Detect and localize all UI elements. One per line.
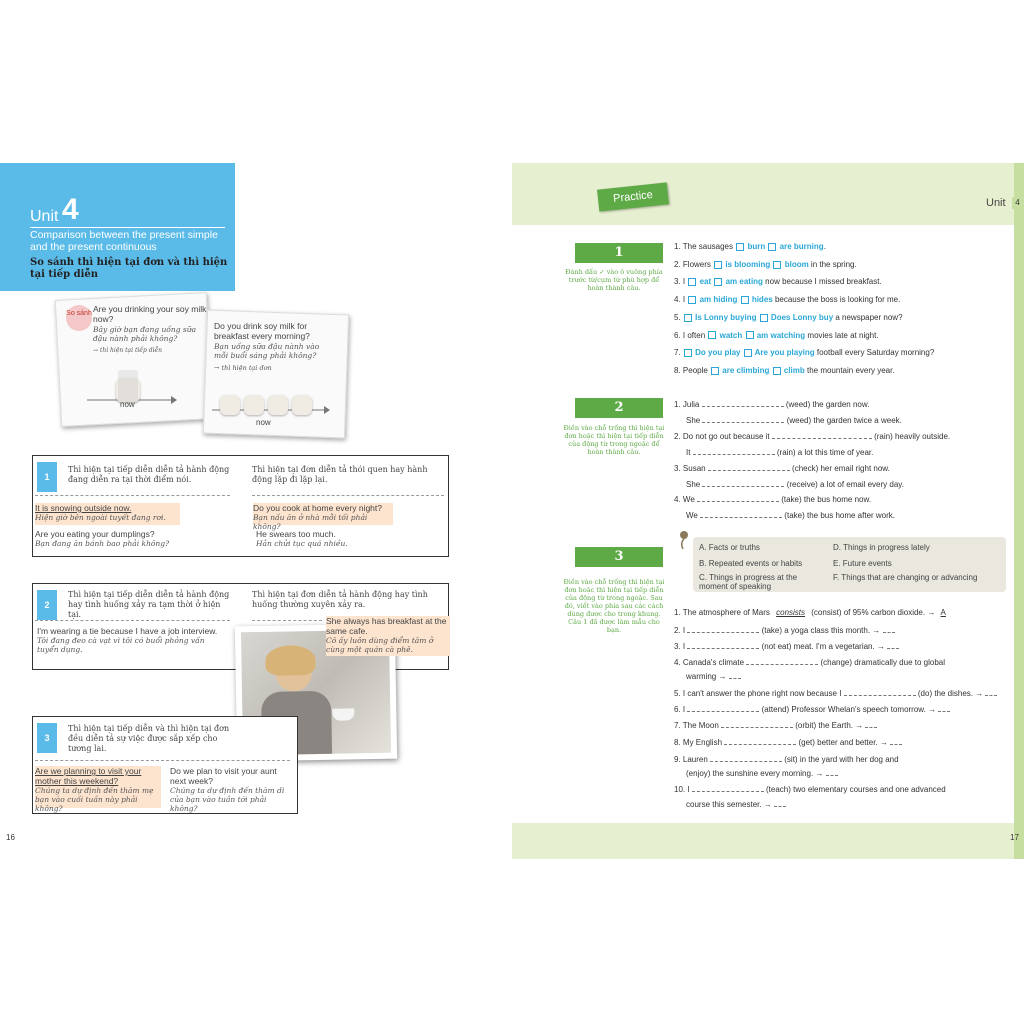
checkbox-option-a[interactable] [711, 367, 719, 375]
example-english: I'm wearing a tie because I have a job interview. [37, 626, 218, 636]
now-label-1: now [120, 400, 135, 409]
legend-b: B. Repeated events or habits [699, 559, 803, 568]
option-b-label: bloom [782, 259, 809, 269]
answer-blank[interactable] [708, 462, 790, 471]
checkbox-option-b[interactable] [760, 314, 768, 322]
example-vietnamese: Cô ấy luôn dùng điểm tâm ở cùng một quán cà phê. [326, 636, 434, 654]
item-text: (receive) a lot of email every day. [784, 479, 904, 489]
item-number: 4. [674, 658, 683, 667]
rule1-example-1 [35, 503, 180, 525]
example-english: Are we planning to visit your mother this weekend? [35, 766, 142, 786]
top-band [512, 163, 1024, 225]
example-vietnamese: Chúng ta dự định đến thăm mẹ bạn vào cuối tuần này phải không? [35, 786, 154, 813]
practice-tab: Practice [597, 182, 669, 211]
usage-blank[interactable] [985, 687, 997, 696]
item-number: 1. [674, 242, 683, 251]
item-text: (sit) in the yard with her dog and [782, 755, 899, 764]
example-english: She always has breakfast at the same cafe. [326, 616, 447, 636]
q2-note: → thì hiện tại đơn [214, 364, 272, 372]
item-number: 8. [674, 738, 683, 747]
item-text: (get) better and better. → [796, 738, 891, 747]
divider [35, 495, 230, 496]
item-text: (consist) of 95% carbon dioxide. → [809, 608, 938, 617]
checkbox-option-b[interactable] [773, 367, 781, 375]
item-text: Canada's climate [682, 658, 747, 667]
section-2-instructions: Điền vào chỗ trống thì hiện tại đơn hoặc thì hiện tại tiếp diễn của động từ trong ngoặc để hoàn thành câu. [563, 424, 665, 456]
item-text: (check) her email right now. [789, 463, 890, 473]
q1-vietnamese: Bây giờ bạn đang uống sữa đậu nành phải không? [93, 325, 197, 343]
item-number: 10. [674, 785, 688, 794]
item-number: 3. [674, 277, 683, 287]
item-text: (take) a yoga class this month. → [759, 626, 883, 635]
rule3-desc: Thì hiện tại tiếp diễn và thì hiện tại đơn đều diễn tả sự việc được sắp xếp cho tương lai. [68, 724, 230, 753]
answer-blank[interactable] [844, 687, 916, 696]
checkbox-option-b[interactable] [746, 331, 754, 339]
item-text: . [823, 242, 826, 251]
checkbox-option-b[interactable] [768, 243, 776, 251]
item-text: The sausages [682, 242, 736, 251]
exercise-1-row [674, 313, 903, 323]
item-text: (take) the bus home after work. [782, 511, 896, 521]
item-number: 3. [674, 463, 683, 473]
exercise-3-row [674, 798, 786, 810]
divider [252, 620, 322, 621]
option-a-label: burn [745, 242, 768, 251]
item-text: Susan [682, 463, 708, 473]
item-text: Lauren [682, 755, 711, 764]
item-text: I [682, 642, 688, 651]
checkbox-option-b[interactable] [744, 349, 752, 357]
bottom-band [512, 823, 1024, 859]
exercise-1-row [674, 242, 826, 252]
example-english: Do we plan to visit your aunt next week? [170, 766, 277, 786]
option-a-label: watch [717, 330, 745, 340]
item-text: (change) dramatically due to global [818, 658, 945, 667]
item-number: 1. [674, 608, 683, 617]
item-text: I can't answer the phone right now because I [682, 689, 844, 698]
item-text: (rain) heavily outside. [871, 431, 951, 441]
rule1-example-4 [256, 529, 406, 548]
item-text: (take) the bus home now. [778, 495, 872, 505]
option-b-label: hides [749, 295, 773, 305]
item-number: 2. [674, 259, 683, 269]
rule1-example-3 [253, 503, 393, 531]
q1-note: → thì hiện tại tiếp diễn [93, 347, 163, 354]
item-text: movies late at night. [805, 330, 879, 340]
item-text: We [682, 495, 697, 505]
item-number: 9. [674, 755, 683, 764]
exercise-3-row [674, 670, 741, 682]
option-a-label: Do you play [692, 348, 743, 358]
now-label-2: now [256, 418, 271, 427]
rule2-example-2 [326, 616, 450, 656]
item-text: Julia [682, 400, 702, 409]
option-a-label: are climbing [720, 365, 772, 375]
example-english: Are you eating your dumplings? [35, 529, 155, 539]
item-text: The atmosphere of Mars [682, 608, 773, 617]
exercise-1-row [674, 366, 895, 376]
exercise-3-row [674, 767, 838, 779]
checkbox-option-b[interactable] [741, 296, 749, 304]
unit-label: Unit [986, 197, 1006, 209]
item-number: 8. [674, 365, 683, 375]
item-text: (weed) the garden now. [783, 400, 870, 409]
checkbox-option-a[interactable] [708, 331, 716, 339]
rule1-continuous-desc: Thì hiện tại tiếp diễn diễn tả hành động đang diễn ra tại thời điểm nói. [68, 465, 230, 484]
exercise-2-row [674, 446, 873, 458]
exercise-3-row [674, 687, 997, 699]
legend-e: E. Future events [833, 559, 892, 568]
exercise-3-row [674, 608, 946, 618]
item-text: I [682, 277, 688, 287]
answer-blank[interactable] [710, 753, 782, 762]
exercise-2-row [674, 430, 950, 442]
item-text: I [687, 785, 692, 794]
item-text: She [686, 479, 703, 489]
example-english: It is snowing outside now. [35, 503, 132, 513]
section-2-badge: 2 [575, 398, 663, 418]
item-text: (teach) two elementary courses and one advanced [763, 785, 946, 794]
item-number: 5. [674, 312, 683, 322]
dumpling-icon [292, 395, 312, 415]
option-b-label: Are you playing [752, 348, 815, 358]
example-vietnamese: Tôi đang đeo cà vạt vì tôi có buổi phỏng vấn tuyển dụng. [37, 636, 205, 654]
example-vietnamese: Hắn chửi tục quá nhiều. [256, 539, 348, 548]
dumpling-icon [268, 395, 288, 415]
item-number: 6. [674, 330, 683, 340]
option-a-label: is blooming [723, 259, 773, 269]
usage-blank[interactable] [887, 640, 899, 649]
option-b-label: climb [781, 365, 805, 375]
item-number: 7. [674, 721, 683, 730]
checkbox-option-a[interactable] [684, 314, 692, 322]
section-1-instructions: Đánh dấu ✓ vào ô vuông phía trước từ/cụm từ phù hợp để hoàn thành câu. [565, 268, 663, 292]
usage-blank[interactable] [774, 798, 786, 807]
page-edge-band [1014, 163, 1024, 859]
item-text: (do) the dishes. → [915, 689, 986, 698]
item-number: 4. [674, 495, 683, 505]
example-vietnamese: Bạn nấu ăn ở nhà mỗi tối phải không? [253, 513, 368, 531]
legend-f: F. Things that are changing or advancing [833, 573, 978, 582]
unit-word: Unit [30, 208, 59, 225]
example-english: Do you cook at home every night? [253, 503, 382, 513]
item-text: I [682, 626, 688, 635]
q2-english: Do you drink soy milk for breakfast every morning? [214, 321, 310, 341]
usage-answer[interactable]: A [940, 608, 946, 617]
exercise-2-row [674, 398, 869, 410]
exercise-3-row [674, 656, 945, 668]
exercise-3-row [674, 736, 902, 748]
exercise-2-row [674, 509, 895, 521]
checkbox-option-a[interactable] [736, 243, 744, 251]
usage-blank[interactable] [865, 719, 877, 728]
checkbox-option-b[interactable] [773, 261, 781, 269]
unit-number-tab: 4 [1012, 197, 1023, 209]
q1-english: Are you drinking your soy milk now? [93, 304, 207, 324]
checkbox-option-a[interactable] [688, 278, 696, 286]
answer-blank[interactable] [687, 703, 759, 712]
item-text: a newspaper now? [833, 312, 903, 322]
checkbox-option-a[interactable] [688, 296, 696, 304]
page-number-left: 16 [6, 833, 15, 842]
rule2-example-1 [37, 626, 227, 654]
example-vietnamese: Hiện giờ bên ngoài tuyết đang rơi. [35, 513, 166, 522]
item-number: 1. [674, 400, 683, 409]
answer-blank[interactable] [724, 736, 796, 745]
rule2-simple-desc: Thì hiện tại đơn diễn tả hành động hay tình huống thường xuyên xảy ra. [252, 590, 428, 609]
dumpling-icon [244, 395, 264, 415]
divider [35, 760, 290, 761]
item-text: (rain) a lot this time of year. [774, 447, 874, 457]
exercise-1-row [674, 331, 879, 341]
exercise-1-row [674, 348, 934, 358]
item-text: (enjoy) the sunshine every morning. → [686, 769, 826, 778]
answer-blank[interactable] [702, 398, 784, 407]
title-english: Comparison between the present simple and the present continuous [30, 229, 218, 253]
item-text: football every Saturday morning? [814, 348, 935, 358]
item-number: 5. [674, 689, 683, 698]
item-text: course this semester. → [686, 800, 775, 809]
usage-blank[interactable] [729, 670, 741, 679]
rule-number-1: 1 [37, 462, 57, 492]
section-3-badge: 3 [575, 547, 663, 567]
legend-d: D. Things in progress lately [833, 543, 930, 552]
item-number: 3. [674, 642, 683, 651]
answer-blank[interactable] [692, 783, 764, 792]
section-1-badge: 1 [575, 243, 663, 263]
usage-blank[interactable] [938, 703, 950, 712]
item-text: because the boss is looking for me. [772, 295, 901, 305]
option-a-label: am hiding [697, 295, 740, 305]
item-text: The Moon [682, 721, 721, 730]
exercise-3-row [674, 753, 899, 765]
rule-number-3: 3 [37, 723, 57, 753]
item-text: I often [682, 330, 708, 340]
item-text: warming → [686, 672, 729, 681]
exercise-3-row [674, 703, 950, 715]
q2-vietnamese: Bạn uống sữa đậu nành vào mỗi buổi sáng phải không? [214, 342, 320, 360]
item-text: I [682, 295, 688, 305]
rule-number-2: 2 [37, 590, 57, 620]
checkbox-option-a[interactable] [714, 261, 722, 269]
item-text: now because I missed breakfast. [762, 277, 882, 287]
example-vietnamese: Bạn đang ăn bánh bao phải không? [35, 539, 170, 548]
exercise-2-row [674, 493, 871, 505]
answer-blank[interactable] [702, 414, 784, 423]
answer-blank[interactable] [693, 446, 775, 455]
rule1-example-2 [35, 529, 205, 548]
exercise-2-row [674, 478, 904, 490]
item-number: 6. [674, 705, 683, 714]
divider [35, 620, 230, 621]
item-text: She [686, 415, 703, 425]
answer-blank[interactable] [697, 493, 779, 502]
exercise-3-row [674, 783, 946, 795]
item-text: We [686, 511, 701, 521]
checkbox-option-a[interactable] [684, 349, 692, 357]
answer-filled[interactable]: consists [776, 608, 806, 617]
pin-icon [678, 531, 690, 549]
item-text: My English [682, 738, 725, 747]
answer-blank[interactable] [687, 624, 759, 633]
option-a-label: Is Lonny buying [692, 312, 759, 322]
checkbox-option-b[interactable] [714, 278, 722, 286]
unit-divider [30, 227, 225, 228]
exercise-2-row [674, 462, 890, 474]
exercise-3-row [674, 624, 895, 636]
item-number: 2. [674, 431, 683, 441]
exercise-2-row [674, 414, 902, 426]
exercise-1-row [674, 260, 857, 270]
answer-blank[interactable] [772, 430, 872, 439]
usage-blank[interactable] [883, 624, 895, 633]
answer-blank[interactable] [721, 719, 793, 728]
exercise-3-row [674, 719, 877, 731]
item-number: 7. [674, 348, 683, 358]
title-vietnamese: So sánh thì hiện tại đơn và thì hiện tại tiếp diễn [30, 257, 228, 280]
option-b-label: am watching [754, 330, 806, 340]
rule3-example-2 [170, 766, 292, 813]
option-b-label: are burning [777, 242, 824, 251]
legend-a: A. Facts or truths [699, 543, 760, 552]
exercise-1-row [674, 295, 900, 305]
item-text: People [682, 365, 711, 375]
item-text: Do not go out because it [682, 431, 772, 441]
answer-blank[interactable] [702, 478, 784, 487]
dumpling-icon [220, 395, 240, 415]
option-b-label: Does Lonny buy [768, 312, 834, 322]
option-a-label: eat [697, 277, 714, 287]
rule2-continuous-desc: Thì hiện tại tiếp diễn diễn tả hành động hay tình huống xảy ra tạm thời ở hiện tại. [68, 590, 230, 619]
exercise-3-row [674, 640, 899, 652]
compare-badge: So sánh [66, 305, 92, 331]
example-english: He swears too much. [256, 529, 336, 539]
page-number-right: 17 [1010, 833, 1019, 842]
divider [252, 495, 444, 496]
exercise-1-row [674, 277, 882, 287]
unit-number: 4 [62, 193, 79, 226]
item-text: It [686, 447, 693, 457]
legend-c: C. Things in progress at the moment of speaking [699, 573, 798, 591]
answer-blank[interactable] [746, 656, 818, 665]
now-marker-1 [118, 370, 138, 404]
item-text: (orbit) the Earth. → [793, 721, 866, 730]
example-vietnamese: Chúng ta dự định đến thăm dì của bạn vào tuần tới phải không? [170, 786, 285, 813]
item-number: 4. [674, 295, 683, 305]
item-text: (not eat) meat. I'm a vegetarian. → [759, 642, 888, 651]
item-text: in the spring. [808, 259, 857, 269]
usage-blank[interactable] [826, 767, 838, 776]
answer-blank[interactable] [700, 509, 782, 518]
item-text: the mountain every year. [804, 365, 895, 375]
item-text: I [682, 705, 688, 714]
item-text: (attend) Professor Whelan's speech tomorrow. → [759, 705, 939, 714]
rule1-simple-desc: Thì hiện tại đơn diễn tả thói quen hay hành động lặp đi lặp lại. [252, 465, 428, 484]
item-number: 2. [674, 626, 683, 635]
usage-blank[interactable] [890, 736, 902, 745]
rule3-example-1 [35, 766, 161, 813]
section-3-instructions: Điền vào chỗ trống thì hiện tại đơn hoặc thì hiện tại tiếp diễn của động từ trong ngoặc. Sau đó, viết vào phía sau các cách dùng được cho trong khung. Câu 1 đã được làm mẫu cho bạn. [563, 578, 665, 634]
option-b-label: am eating [723, 277, 763, 287]
item-text: (weed) the garden twice a week. [784, 415, 902, 425]
item-text: Flowers [682, 259, 714, 269]
answer-blank[interactable] [687, 640, 759, 649]
